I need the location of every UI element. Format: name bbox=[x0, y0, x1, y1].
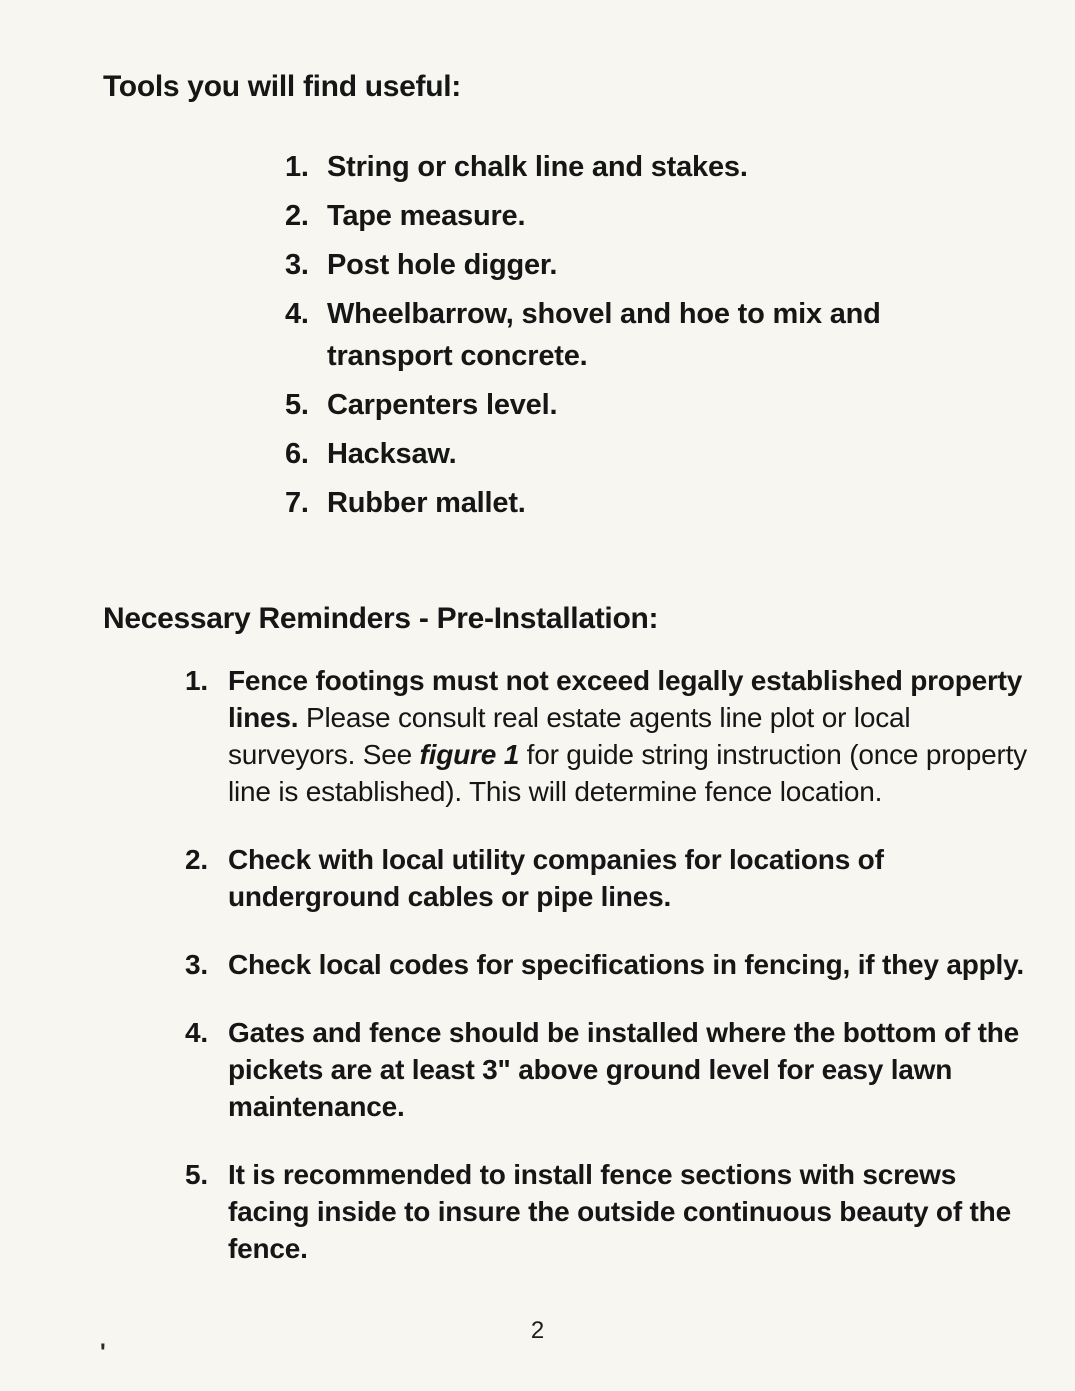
item-text: Check with local utility companies for locations of underground cables or pipe lines. bbox=[228, 844, 884, 912]
item-text: Wheelbarrow, shovel and hoe to mix and transport concrete. bbox=[327, 298, 881, 372]
item-text: Carpenters level. bbox=[327, 389, 558, 421]
reminders-list bbox=[185, 662, 1075, 1267]
list-item bbox=[285, 244, 1075, 286]
item-number: 3. bbox=[185, 949, 208, 980]
list-item bbox=[185, 841, 1075, 915]
reminders-section-heading: Necessary Reminders - Pre-Installation: bbox=[103, 602, 659, 635]
tools-list bbox=[285, 146, 1075, 524]
list-item bbox=[285, 384, 1075, 426]
item-text: Tape measure. bbox=[327, 200, 526, 232]
list-item bbox=[185, 1014, 1075, 1125]
item-text: String or chalk line and stakes. bbox=[327, 151, 748, 183]
item-number: 6. bbox=[285, 438, 309, 470]
list-item bbox=[185, 662, 1075, 810]
item-number: 4. bbox=[285, 298, 309, 330]
list-item bbox=[285, 433, 1075, 475]
list-item bbox=[285, 293, 1075, 377]
item-number: 3. bbox=[285, 249, 309, 281]
item-number: 2. bbox=[285, 200, 309, 232]
page-number: 2 bbox=[530, 1317, 545, 1344]
reminder-body-text: Please consult real estate agents line plot or local surveyors. See bbox=[228, 702, 911, 770]
item-text: Hacksaw. bbox=[327, 438, 457, 470]
list-item bbox=[285, 482, 1075, 524]
scan-artifact: ' bbox=[100, 1339, 106, 1366]
list-item bbox=[185, 946, 1075, 983]
reminder-body-text: for guide string instruction (once property line is established). This will determine fence location. bbox=[228, 739, 1027, 807]
item-text bbox=[228, 662, 1028, 810]
item-text: Gates and fence should be installed where the bottom of the pickets are at least 3" above ground level for easy lawn maintenance. bbox=[228, 1017, 1019, 1122]
item-number: 4. bbox=[185, 1017, 208, 1048]
item-number: 2. bbox=[185, 844, 208, 875]
item-number: 7. bbox=[285, 487, 309, 519]
tools-section-heading: Tools you will find useful: bbox=[103, 70, 461, 103]
item-number: 5. bbox=[285, 389, 309, 421]
item-text: Check local codes for specifications in fencing, if they apply. bbox=[228, 949, 1024, 980]
figure-reference: figure 1 bbox=[419, 739, 520, 770]
item-number: 1. bbox=[285, 151, 309, 183]
item-text: It is recommended to install fence sections with screws facing inside to insure the outside continuous beauty of the fence. bbox=[228, 1159, 1011, 1264]
list-item bbox=[185, 1156, 1075, 1267]
item-text: Rubber mallet. bbox=[327, 487, 526, 519]
item-text: Post hole digger. bbox=[327, 249, 558, 281]
item-number: 1. bbox=[185, 665, 208, 696]
reminder-bold-lead: Fence footings must not exceed legally established property lines. bbox=[228, 665, 1023, 733]
list-item bbox=[285, 195, 1075, 237]
list-item bbox=[285, 146, 1075, 188]
item-number: 5. bbox=[185, 1159, 208, 1190]
